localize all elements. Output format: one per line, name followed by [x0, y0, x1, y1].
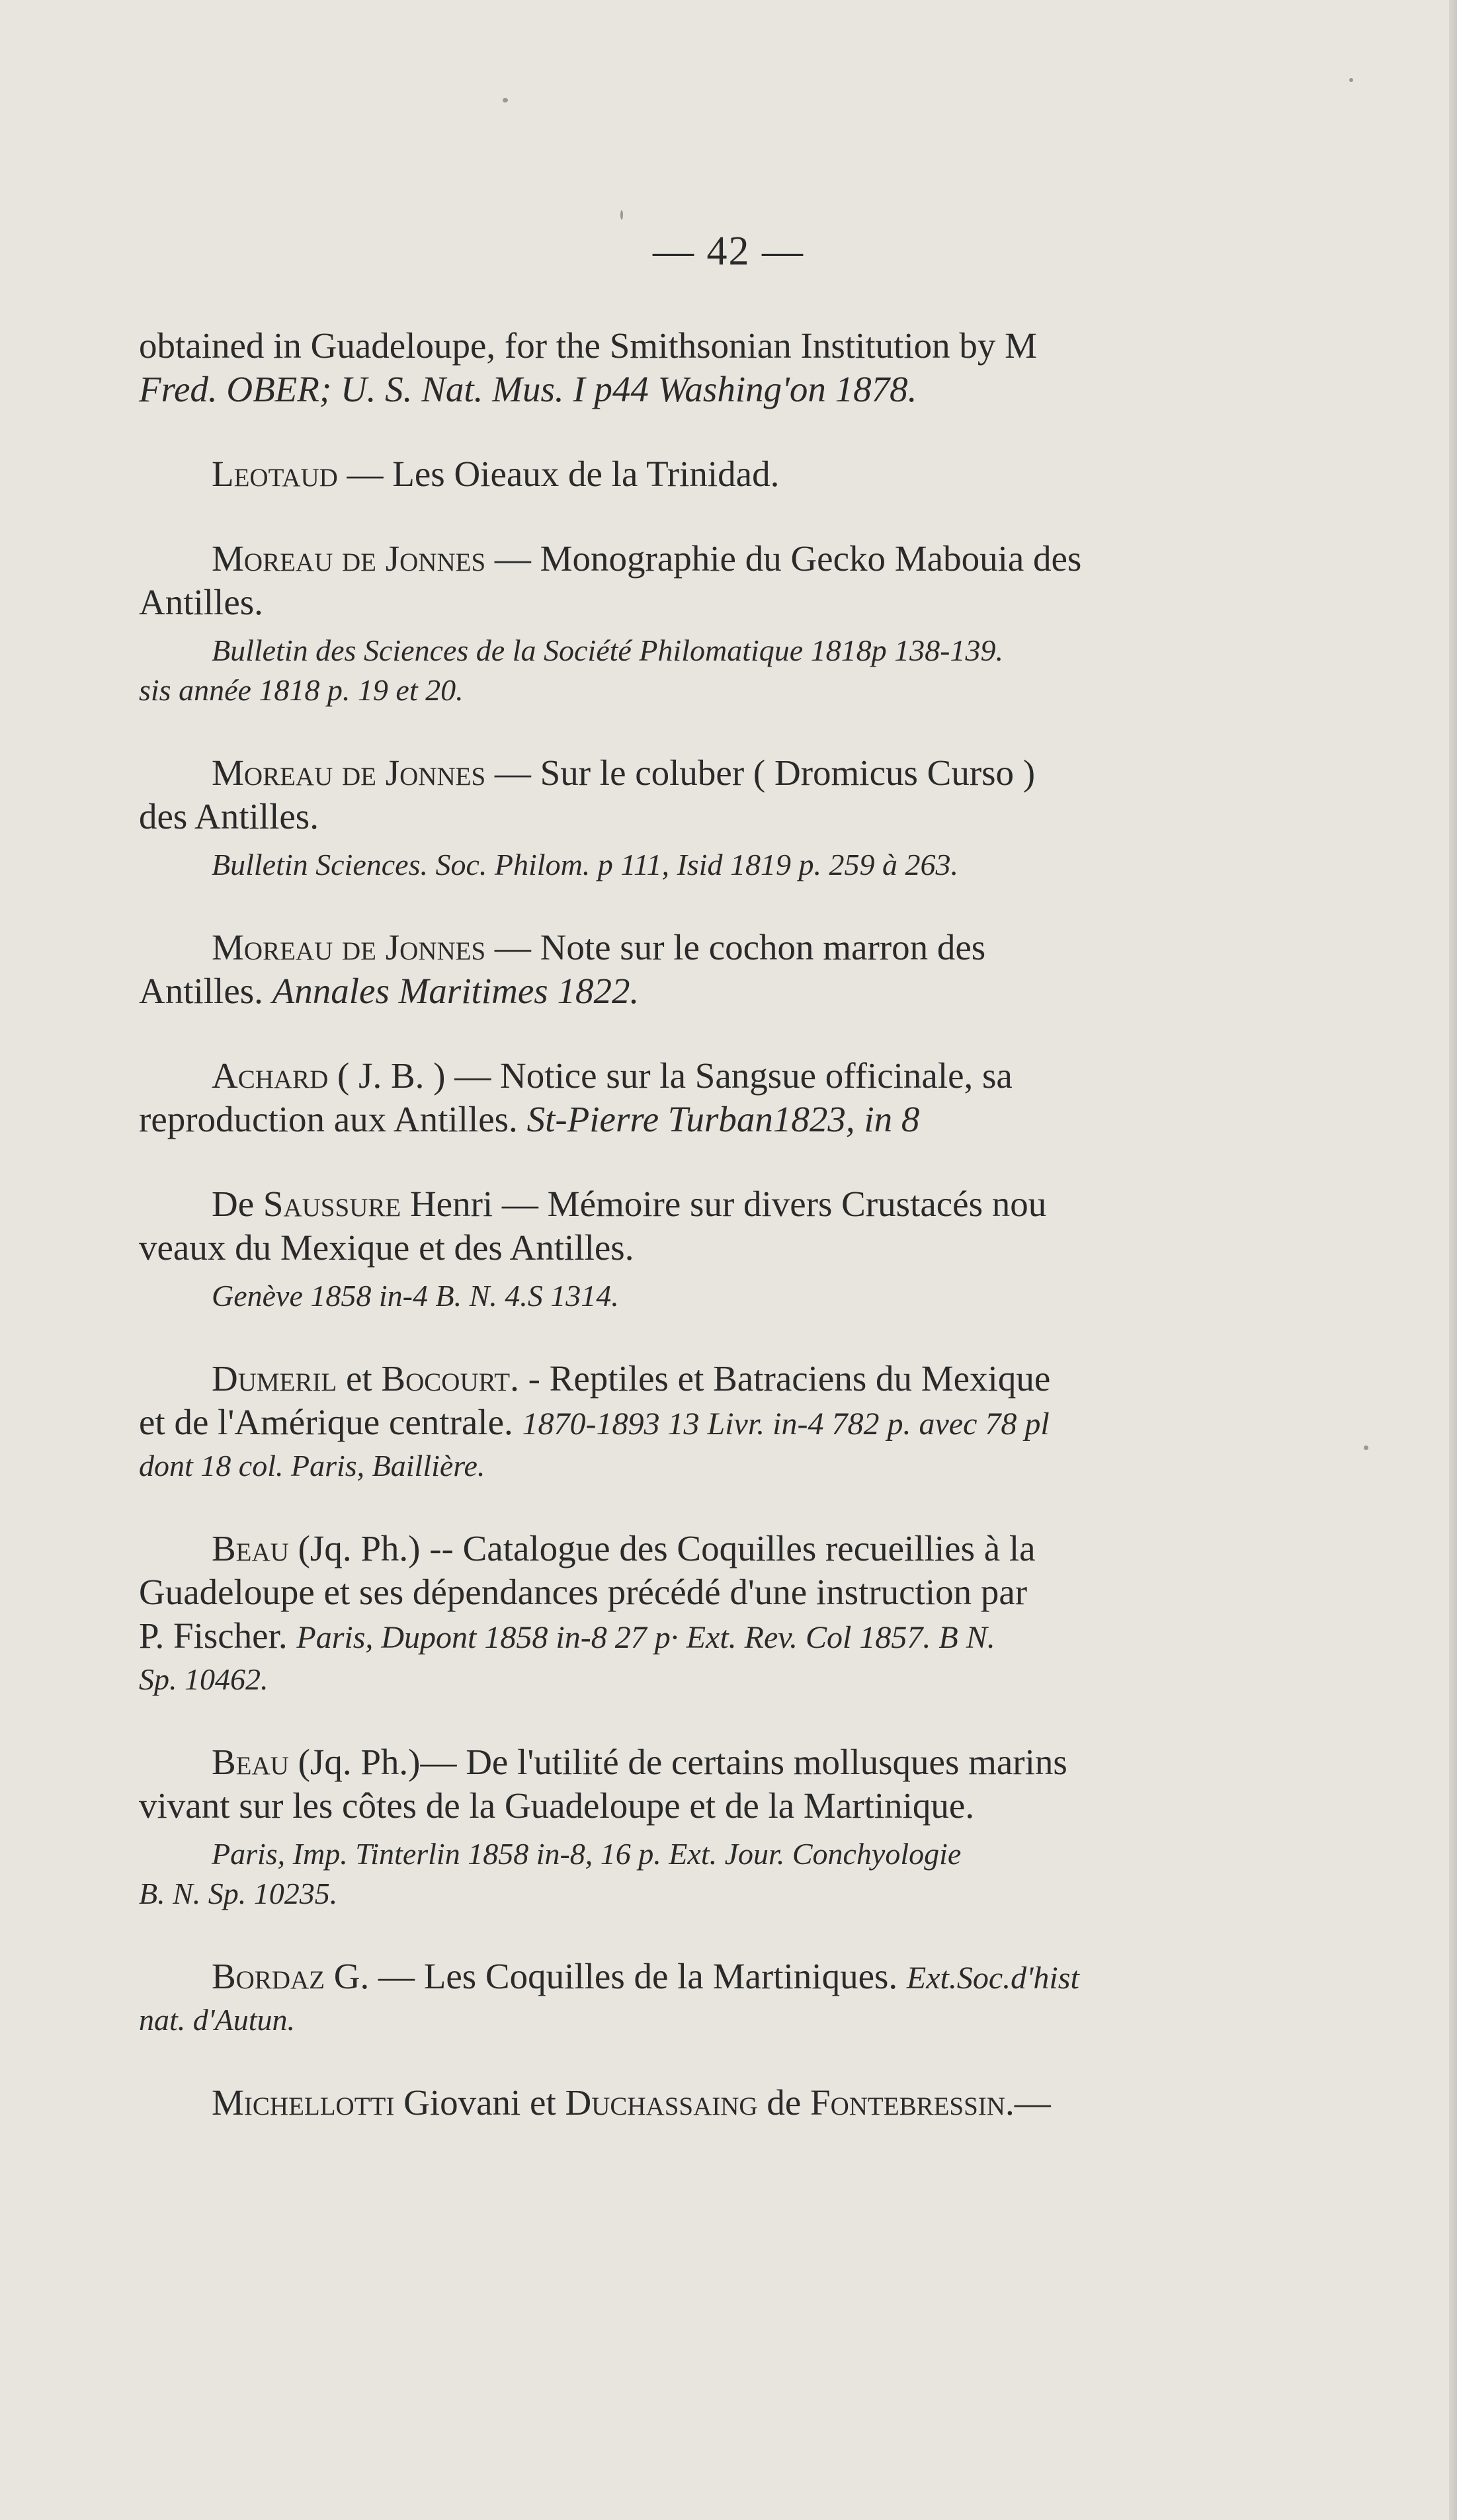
- author-name: Duchassaing: [565, 2082, 758, 2123]
- entry-text: .—: [1005, 2082, 1051, 2123]
- author-name: Moreau de Jonnes: [212, 927, 486, 967]
- entry-title: — Sur le coluber ( Dromicus Curso ): [485, 752, 1036, 793]
- author-name: Leotaud: [212, 454, 338, 494]
- author-name: Achard: [212, 1055, 329, 1096]
- entry-title: (Jq. Ph.)— De l'utilité de certains mollusques marins: [288, 1742, 1067, 1782]
- speck-mark: [1349, 78, 1353, 82]
- entry-title: Henri — Mémoire sur divers Crustacés nou: [401, 1184, 1047, 1224]
- entry-line: [139, 452, 1276, 496]
- entry-line: [139, 537, 1276, 581]
- entry-line: [139, 1527, 1276, 1570]
- entry-ober: [139, 324, 1276, 411]
- entry-reference: Paris, Dupont 1858 in-8 27 p· Ext. Rev. Col 1857. B N.: [296, 1620, 995, 1655]
- entry-reference: Bulletin Sciences. Soc. Philom. p 111, Isid 1819 p. 259 à 263.: [212, 848, 958, 881]
- entry-line: Fred. OBER; U. S. Nat. Mus. I p44 Washing'on 1878.: [139, 369, 917, 409]
- entry-line: [139, 1054, 1276, 1098]
- entry-bordaz: [139, 1955, 1276, 2040]
- entry-text: Giovani et: [394, 2082, 565, 2123]
- entry-line: [139, 1614, 1276, 1660]
- entry-reference: 1870-1893 13 Livr. in-4 782 p. avec 78 pl: [522, 1406, 1050, 1442]
- entry-reference: St-Pierre Turban1823, in 8: [526, 1099, 920, 1139]
- entry-achard: [139, 1054, 1276, 1141]
- entry-moreau-gecko: [139, 537, 1276, 710]
- entry-title: . - Reptiles et Batraciens du Mexique: [510, 1358, 1051, 1399]
- entry-title: ( J. B. ) — Notice sur la Sangsue officinale, sa: [328, 1055, 1013, 1096]
- speck-mark: [1364, 1445, 1368, 1450]
- speck-mark: [503, 98, 508, 102]
- entry-line: vivant sur les côtes de la Guadeloupe et de la Martinique.: [139, 1785, 975, 1826]
- entry-text: Antilles.: [139, 971, 272, 1011]
- entry-line: veaux du Mexique et des Antilles.: [139, 1227, 634, 1268]
- entry-reference: Bulletin des Sciences de la Société Philomatique 1818p 138-139.: [212, 633, 1003, 667]
- entry-line: [139, 1357, 1276, 1401]
- entry-reference: Paris, Imp. Tinterlin 1858 in-8, 16 p. Ext. Jour. Conchyologie: [212, 1837, 962, 1871]
- author-name: Fontebressin: [810, 2082, 1005, 2123]
- page-number: — 42 —: [653, 229, 804, 274]
- speck-mark: [620, 210, 623, 220]
- entry-reference: B. N. Sp. 10235.: [139, 1877, 338, 1910]
- entry-reference: Ext.Soc.d'hist: [906, 1961, 1079, 1996]
- entry-reference: dont 18 col. Paris, Baillière.: [139, 1449, 485, 1483]
- entry-michellotti: [139, 2081, 1276, 2125]
- entry-moreau-coluber: [139, 751, 1276, 885]
- entry-reference: sis année 1818 p. 19 et 20.: [139, 673, 464, 707]
- entry-reference: Sp. 10462.: [139, 1662, 269, 1696]
- author-name: Moreau de Jonnes: [212, 752, 486, 793]
- author-prefix: De: [212, 1184, 263, 1224]
- entry-line: [139, 1098, 1276, 1141]
- entry-title: G. — Les Coquilles de la Martiniques.: [325, 1956, 907, 1996]
- entry-line: [139, 751, 1276, 795]
- entry-text: de: [757, 2082, 810, 2123]
- entry-title: — Note sur le cochon marron des: [485, 927, 986, 967]
- entry-line: [139, 1182, 1276, 1226]
- entry-text: P. Fischer.: [139, 1615, 297, 1656]
- author-name: Beau: [212, 1528, 289, 1568]
- bibliography-list: [139, 324, 1276, 2166]
- page-edge: [1449, 0, 1457, 2520]
- entry-line: [139, 2081, 1276, 2125]
- entry-moreau-cochon: [139, 926, 1276, 1013]
- entry-reference: Annales Maritimes 1822.: [272, 971, 640, 1011]
- author-name: Bocourt: [381, 1358, 511, 1399]
- author-joiner: et: [337, 1358, 382, 1399]
- author-name: Moreau de Jonnes: [212, 538, 486, 579]
- entry-line: [139, 1740, 1276, 1784]
- entry-saussure: [139, 1182, 1276, 1316]
- entry-line: Antilles.: [139, 582, 263, 622]
- entry-beau-catalogue: [139, 1527, 1276, 1699]
- entry-title: (Jq. Ph.) -- Catalogue des Coquilles recueillies à la: [288, 1528, 1036, 1568]
- entry-line: Guadeloupe et ses dépendances précédé d'une instruction par: [139, 1572, 1028, 1612]
- entry-line: des Antilles.: [139, 796, 319, 836]
- entry-title: — Monographie du Gecko Mabouia des: [485, 538, 1082, 579]
- entry-line: [139, 969, 1276, 1013]
- entry-reference: Genève 1858 in-4 B. N. 4.S 1314.: [212, 1279, 619, 1313]
- entry-line: [139, 1955, 1276, 2000]
- entry-text: reproduction aux Antilles.: [139, 1099, 527, 1139]
- entry-dumeril: [139, 1357, 1276, 1486]
- entry-line: obtained in Guadeloupe, for the Smithsonian Institution by M: [139, 325, 1038, 366]
- entry-reference: nat. d'Autun.: [139, 2003, 295, 2037]
- author-name: Saussure: [263, 1184, 401, 1224]
- author-name: Bordaz: [212, 1956, 325, 1996]
- author-name: Michellotti: [212, 2082, 395, 2123]
- entry-line: [139, 926, 1276, 969]
- entry-beau-mollusques: [139, 1740, 1276, 1914]
- entry-title: — Les Oieaux de la Trinidad.: [337, 454, 780, 494]
- author-name: Dumeril: [212, 1358, 337, 1399]
- entry-text: et de l'Amérique centrale.: [139, 1402, 522, 1442]
- author-name: Beau: [212, 1742, 289, 1782]
- entry-leotaud: [139, 452, 1276, 496]
- entry-line: [139, 1401, 1276, 1446]
